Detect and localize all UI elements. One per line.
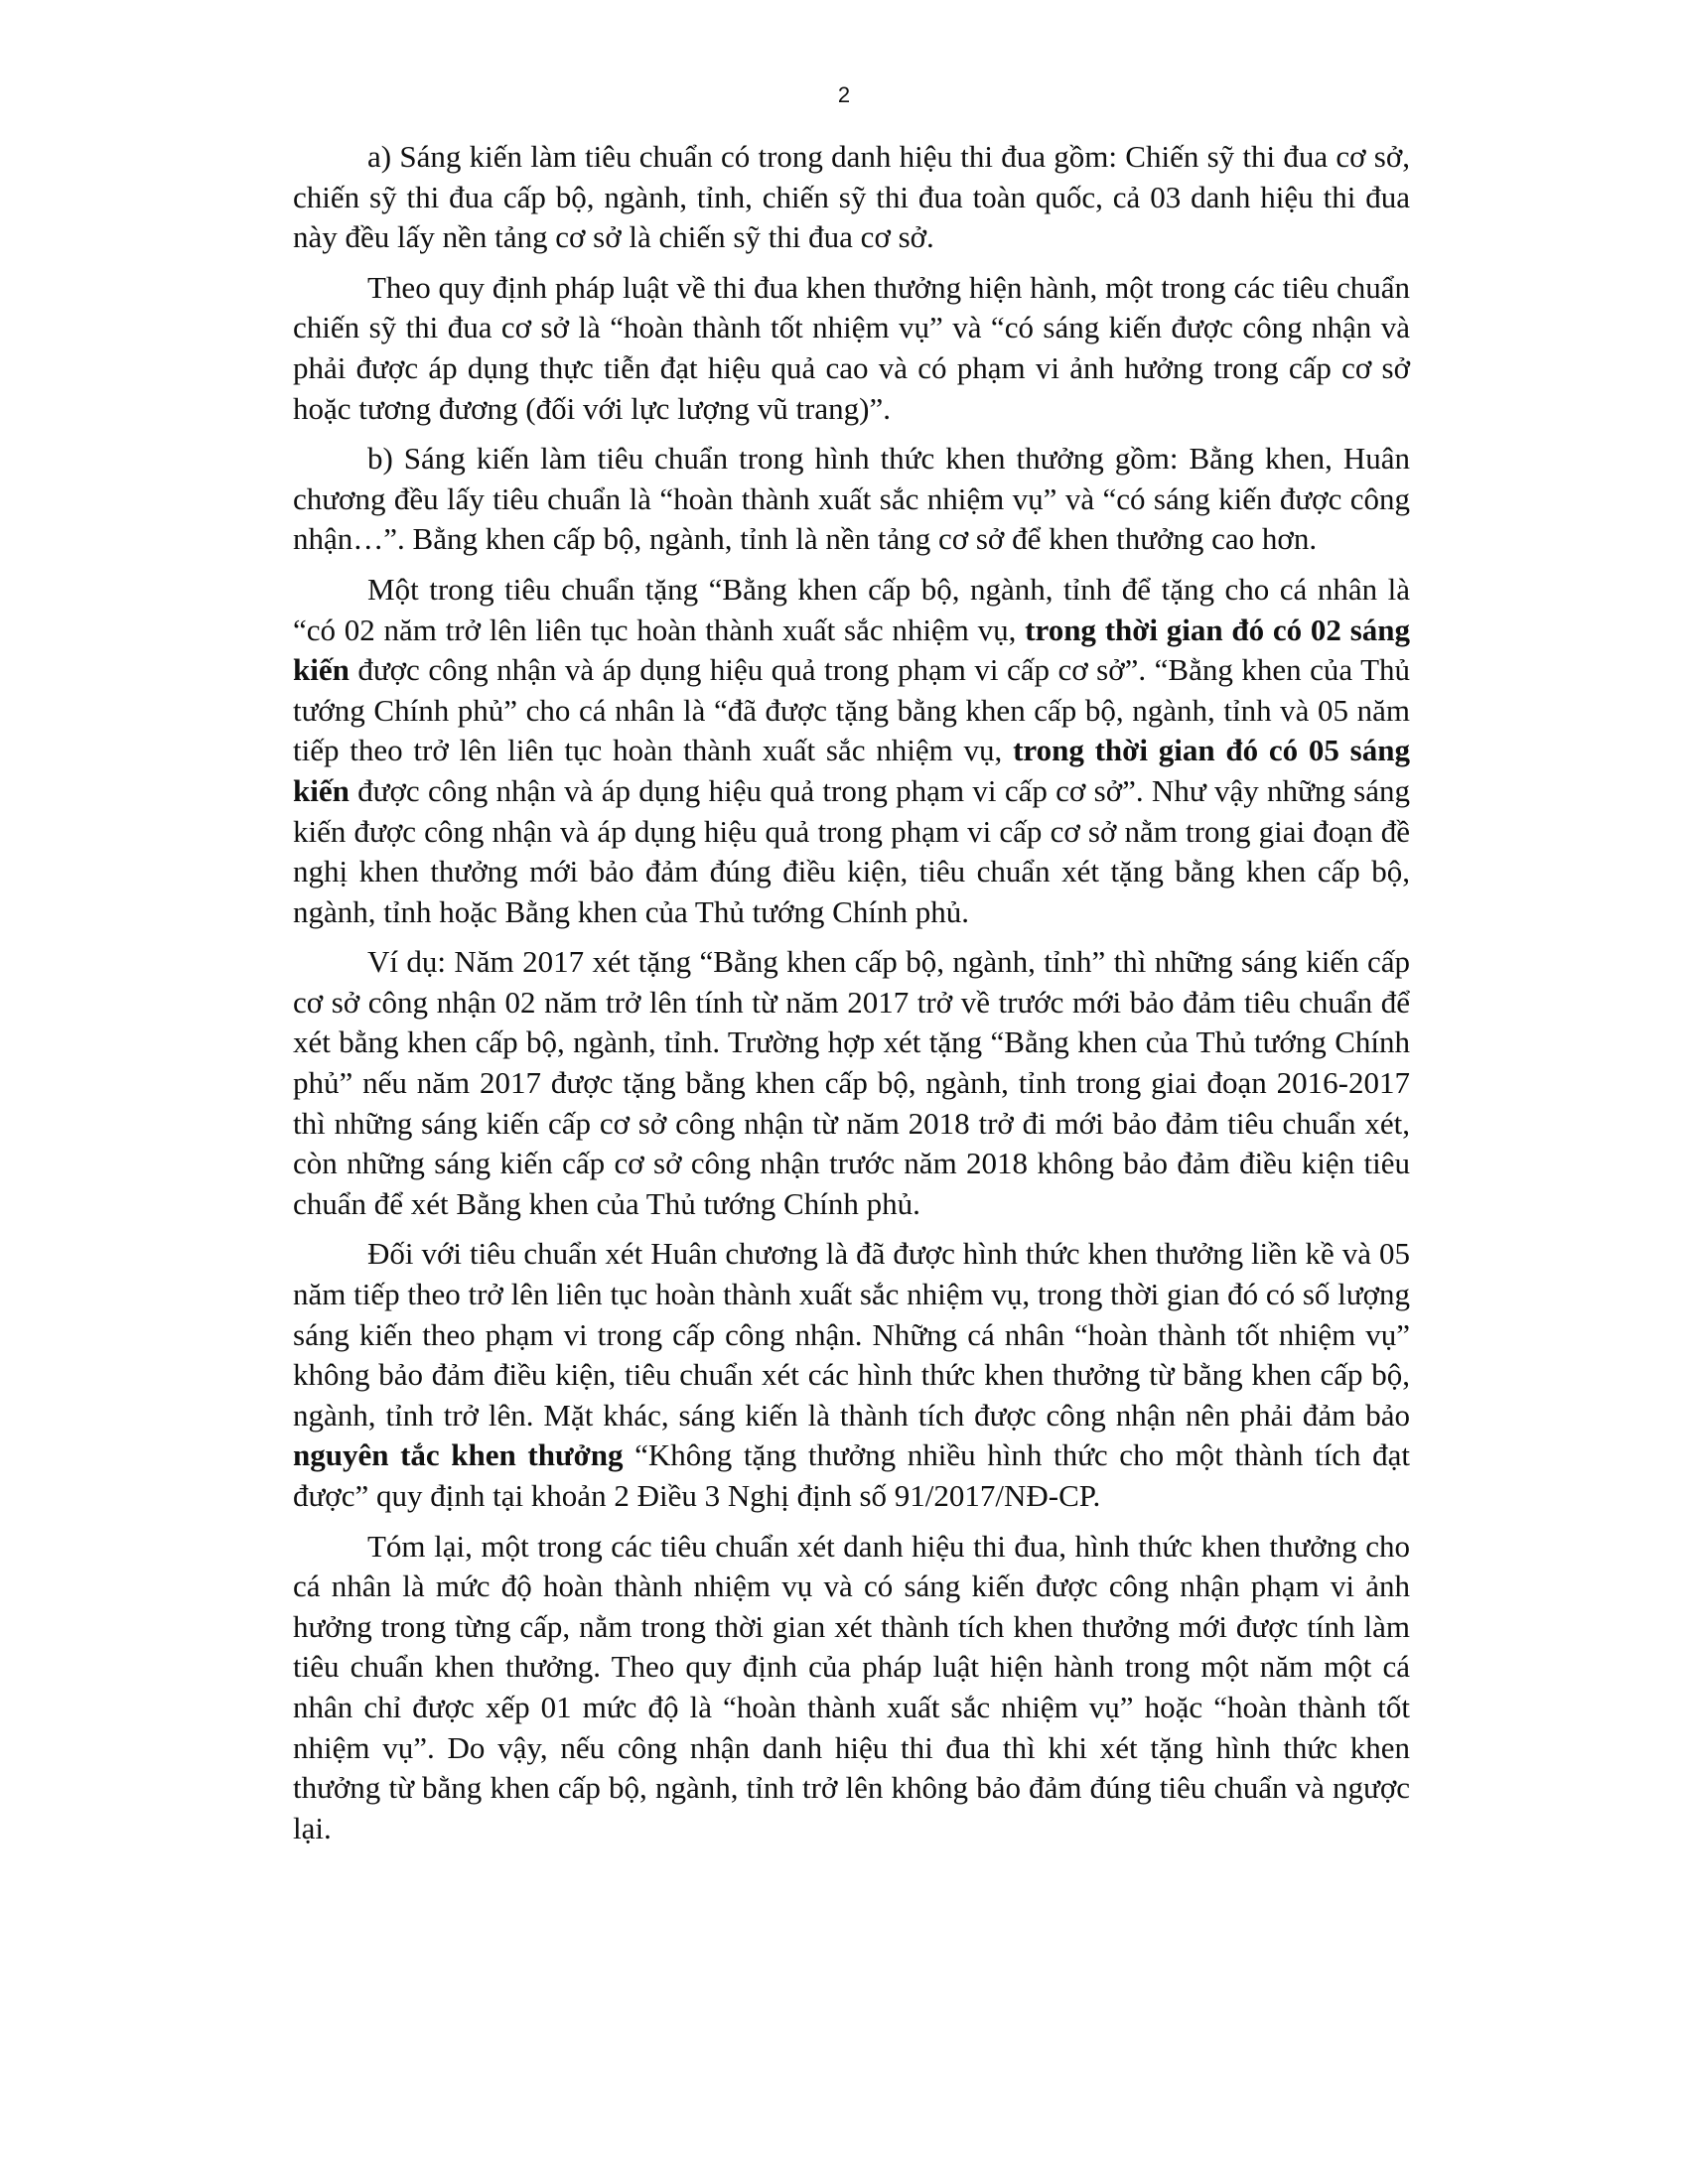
paragraph-text: b) Sáng kiến làm tiêu chuẩn trong hình thức khen thưởng gồm: Bằng khen, Huân chương đều lấy tiêu chuẩn là “hoàn thành xuất sắc nhiệm vụ” và “có sáng kiến được công nhận…”. Bằng khen cấp bộ, ngành, tỉnh là nền tảng cơ sở để khen thưởng cao hơn.	[293, 441, 1410, 557]
paragraph-text: Ví dụ: Năm 2017 xét tặng “Bằng khen cấp bộ, ngành, tỉnh” thì những sáng kiến cấp cơ sở công nhận 02 năm trở lên tính từ năm 2017 trở về trước mới bảo đảm tiêu chuẩn để xét bằng khen cấp bộ, ngành, tỉnh. Trường hợp xét tặng “Bằng khen của Thủ tướng Chính phủ” nếu năm 2017 được tặng bằng khen cấp bộ, ngành, tỉnh trong giai đoạn 2016-2017 thì những sáng kiến cấp cơ sở công nhận từ năm 2018 trở đi mới bảo đảm tiêu chuẩn xét, còn những sáng kiến cấp cơ sở công nhận trước năm 2018 không bảo đảm điều kiện tiêu chuẩn để xét Bằng khen của Thủ tướng Chính phủ.	[293, 944, 1410, 1221]
document-body	[293, 137, 1410, 1858]
bold-text: nguyên tắc khen thưởng	[293, 1437, 624, 1473]
paragraph-text: được công nhận và áp dụng hiệu quả trong phạm vi cấp cơ sở”. “Bằng khen của Thủ tướng Chính phủ” cho cá nhân là “đã được tặng bằng khen cấp bộ, ngành, tỉnh và 05 năm tiếp theo trở lên liên tục hoàn thành xuất sắc nhiệm vụ,	[293, 652, 1410, 768]
paragraph-2	[293, 268, 1410, 429]
paragraph-5	[293, 942, 1410, 1224]
paragraph-3	[293, 439, 1410, 560]
paragraph-text: Đối với tiêu chuẩn xét Huân chương là đã được hình thức khen thưởng liền kề và 05 năm tiếp theo trở lên liên tục hoàn thành xuất sắc nhiệm vụ, trong thời gian đó có số lượng sáng kiến theo phạm vi trong cấp công nhận. Những cá nhân “hoàn thành tốt nhiệm vụ” không bảo đảm điều kiện, tiêu chuẩn xét các hình thức khen thưởng từ bằng khen cấp bộ, ngành, tỉnh trở lên. Mặt khác, sáng kiến là thành tích được công nhận nên phải đảm bảo	[293, 1236, 1410, 1433]
paragraph-text: Tóm lại, một trong các tiêu chuẩn xét danh hiệu thi đua, hình thức khen thưởng cho cá nhân là mức độ hoàn thành nhiệm vụ và có sáng kiến được công nhận phạm vi ảnh hưởng trong từng cấp, nằm trong thời gian xét thành tích khen thưởng mới được tính làm tiêu chuẩn khen thưởng. Theo quy định của pháp luật hiện hành trong một năm một cá nhân chỉ được xếp 01 mức độ là “hoàn thành xuất sắc nhiệm vụ” hoặc “hoàn thành tốt nhiệm vụ”. Do vậy, nếu công nhận danh hiệu thi đua thì khi xét tặng hình thức khen thưởng từ bằng khen cấp bộ, ngành, tỉnh trở lên không bảo đảm đúng tiêu chuẩn và ngược lại.	[293, 1528, 1410, 1845]
bold-text: trong thời gian đó có 05 sáng kiến	[293, 733, 1410, 808]
paragraph-1	[293, 137, 1410, 258]
page-number: 2	[837, 82, 851, 107]
paragraph-text: Theo quy định pháp luật về thi đua khen thưởng hiện hành, một trong các tiêu chuẩn chiến sỹ thi đua cơ sở là “hoàn thành tốt nhiệm vụ” và “có sáng kiến được công nhận và phải được áp dụng thực tiễn đạt hiệu quả cao và có phạm vi ảnh hưởng trong cấp cơ sở hoặc tương đương (đối với lực lượng vũ trang)”.	[293, 269, 1410, 426]
paragraph-7	[293, 1527, 1410, 1849]
paragraph-text: Một trong tiêu chuẩn tặng “Bằng khen cấp bộ, ngành, tỉnh để tặng cho cá nhân là “có 02 năm trở lên liên tục hoàn thành xuất sắc nhiệm vụ,	[293, 571, 1410, 647]
paragraph-6	[293, 1234, 1410, 1516]
bold-text: trong thời gian đó có 02 sáng kiến	[293, 612, 1410, 688]
paragraph-text: được công nhận và áp dụng hiệu quả trong phạm vi cấp cơ sở”. Như vậy những sáng kiến được công nhận và áp dụng hiệu quả trong phạm vi cấp cơ sở nằm trong giai đoạn đề nghị khen thưởng mới bảo đảm đúng điều kiện, tiêu chuẩn xét tặng bằng khen cấp bộ, ngành, tỉnh hoặc Bằng khen của Thủ tướng Chính phủ.	[293, 772, 1410, 929]
paragraph-text: a) Sáng kiến làm tiêu chuẩn có trong danh hiệu thi đua gồm: Chiến sỹ thi đua cơ sở, chiến sỹ thi đua cấp bộ, ngành, tỉnh, chiến sỹ thi đua toàn quốc, cả 03 danh hiệu thi đua này đều lấy nền tảng cơ sở là chiến sỹ thi đua cơ sở.	[293, 139, 1410, 255]
paragraph-text: “Không tặng thưởng nhiều hình thức cho một thành tích đạt được” quy định tại khoản 2 Điều 3 Nghị định số 91/2017/NĐ-CP.	[293, 1437, 1410, 1513]
paragraph-4	[293, 570, 1410, 932]
